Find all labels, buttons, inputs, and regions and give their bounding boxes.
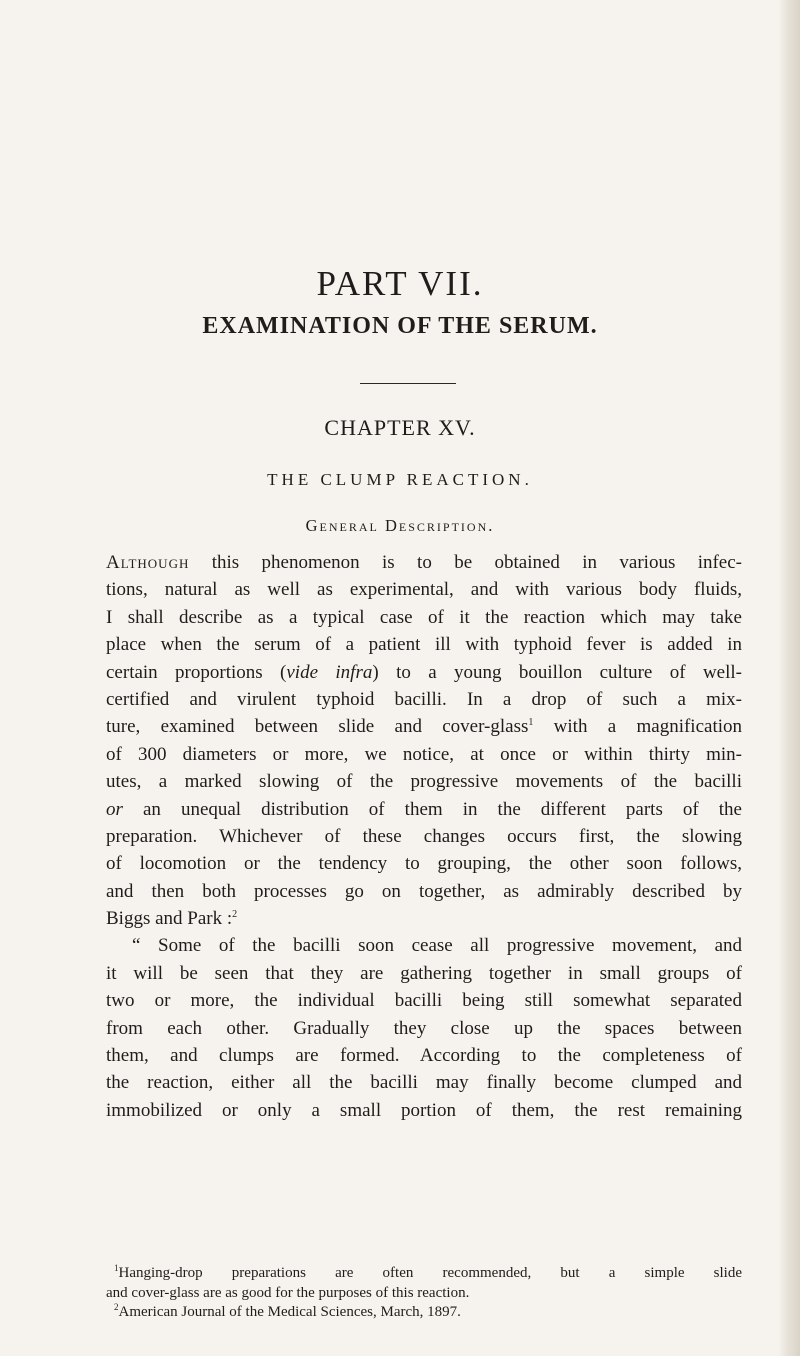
chapter-subject: THE CLUMP REACTION. (267, 470, 533, 489)
body-line (106, 713, 742, 740)
footnote-reference: 1 (528, 717, 534, 729)
text-run: “ Some of the bacilli soon cease all progressive movement, and (132, 935, 742, 957)
body-line (106, 878, 742, 905)
section-subheading: General Description. (305, 516, 495, 535)
footnote-mark: 2 (114, 1302, 119, 1312)
section-title: EXAMINATION OF THE SERUM. (202, 313, 598, 339)
body-line (106, 1097, 742, 1124)
text-run: preparation. Whichever of these changes occurs first, the slowing (106, 825, 742, 847)
text-run: utes, a marked slowing of the progressive movements of the bacilli (106, 771, 742, 793)
body-line (106, 1069, 742, 1096)
footnote-text: American Journal of the Medical Sciences, March, 1897. (118, 1304, 461, 1320)
body-line (106, 850, 742, 877)
text-run: this phenomenon is to be obtained in various infec- (189, 552, 742, 573)
text-run: of 300 diameters or more, we notice, at once or within thirty min- (106, 743, 742, 765)
text-run: immobilized or only a small portion of them, the rest remaining (106, 1099, 742, 1121)
text-run: them, and clumps are formed. According to the completeness of (106, 1045, 742, 1067)
text-run: I shall describe as a typical case of it the reaction which may take (106, 606, 742, 628)
text-run: with a magnification (533, 716, 743, 738)
text-run: tions, natural as well as experimental, and with various body fluids, (106, 579, 742, 601)
body-line (106, 960, 742, 987)
text-run: an unequal distribution of them in the different parts of the (122, 798, 742, 820)
body-line (106, 659, 742, 686)
body-line (106, 576, 742, 603)
body-line (106, 987, 742, 1014)
italic-text: or (106, 798, 123, 820)
chapter-heading: CHAPTER XV. (324, 415, 476, 440)
text-run: it will be seen that they are gathering together in small groups of (106, 962, 742, 984)
footnotes (106, 1264, 742, 1323)
text-run: certified and virulent typhoid bacilli. In a drop of such a mix- (106, 688, 742, 710)
body-line (106, 932, 742, 959)
italic-text: vide infra (286, 661, 373, 683)
text-run: Biggs and Park : (106, 908, 233, 930)
body-line (106, 796, 742, 823)
body-line (106, 768, 742, 795)
footnote-text: and cover-glass are as good for the purposes of this reaction. (106, 1284, 470, 1301)
body-line (106, 549, 742, 576)
footnote-reference: 2 (232, 909, 238, 921)
text-run: the reaction, either all the bacilli may finally become clumped and (106, 1072, 742, 1094)
footnote-text: Hanging-drop preparations are often recommended, but a simple slide (118, 1265, 742, 1281)
text-run: certain proportions ( (106, 661, 287, 683)
part-title: PART VII. (316, 264, 484, 303)
text-run: of locomotion or the tendency to grouping, the other soon follows, (106, 853, 742, 875)
text-run: two or more, the individual bacilli being still somewhat separated (106, 990, 742, 1012)
text-run: ) to a young bouillon culture of well- (372, 661, 742, 683)
footnote-mark: 1 (114, 1263, 119, 1273)
text-run: and then both processes go on together, as admirably described by (106, 880, 742, 902)
body-line (106, 741, 742, 768)
text-run: ture, examined between slide and cover-glass (106, 716, 529, 738)
body-line (106, 631, 742, 658)
footnote-line (106, 1303, 742, 1323)
body-line (106, 686, 742, 713)
body-line (106, 1015, 742, 1042)
body-line (106, 1042, 742, 1069)
body-line (106, 604, 742, 631)
text-run: from each other. Gradually they close up the spaces between (106, 1017, 742, 1039)
title-divider-rule (360, 383, 456, 384)
body-text (106, 549, 742, 1124)
footnote-line (106, 1264, 742, 1284)
text-run: place when the serum of a patient ill with typhoid fever is added in (106, 634, 742, 656)
body-line (106, 823, 742, 850)
lead-word: Although (106, 552, 190, 573)
footnote-line (106, 1284, 742, 1304)
body-line (106, 905, 742, 932)
